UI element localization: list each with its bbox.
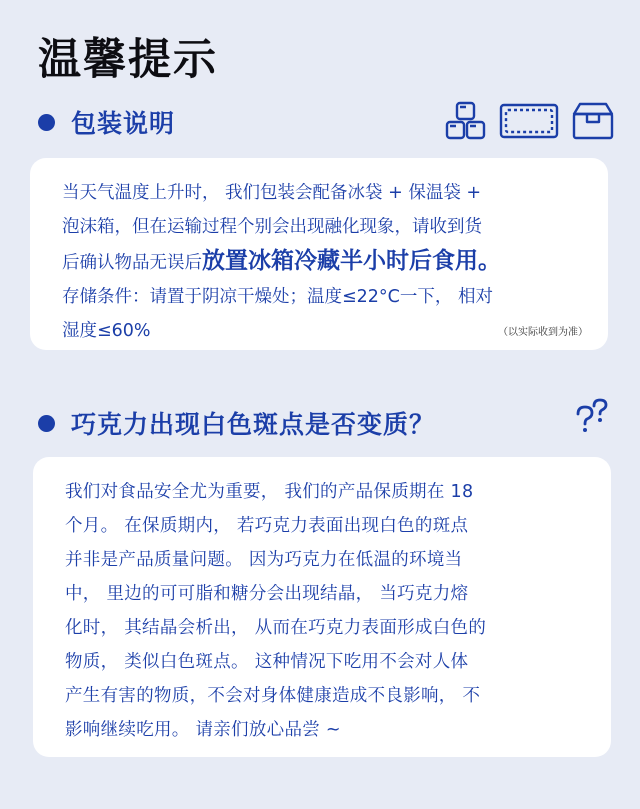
ice-bag-icon — [498, 100, 560, 142]
section-chocolate-title: 巧克力出现白色斑点是否变质？ — [71, 410, 436, 439]
chocolate-line: 个月。 在保质期内， 若巧克力表面出现白色的斑点 — [65, 516, 469, 536]
humidity-line: 湿度≤60% — [62, 321, 151, 341]
section-packaging-header — [38, 104, 175, 140]
bullet-dot — [38, 415, 55, 432]
chocolate-line: 并非是产品质量问题。 因为巧克力在低温的环境当 — [65, 550, 463, 570]
packaging-line-1: 当天气温度上升时， 我们包装会配备冰袋 + 保温袋 + — [62, 183, 482, 203]
packaging-line-2: 泡沫箱，但在运输过程个别会出现融化现象，请收到货 — [62, 217, 482, 237]
chocolate-line: 中， 里边的可可脂和糖分会出现结晶， 当巧克力熔 — [65, 584, 469, 604]
box-icon — [570, 100, 616, 142]
section-packaging-title: 包装说明 — [71, 109, 176, 138]
chocolate-line: 影响继续吃用。 请亲们放心品尝 ~ — [65, 720, 341, 740]
page-title: 温馨提示 — [38, 35, 218, 85]
chocolate-line: 我们对食品安全尤为重要， 我们的产品保质期在 18 — [65, 482, 474, 502]
chocolate-line: 产生有害的物质，不会对身体健康造成不良影响， 不 — [65, 686, 481, 706]
packaging-highlight: 放置冰箱冷藏半小时后食用。 — [202, 248, 501, 274]
chocolate-line: 化时， 其结晶会析出， 从而在巧克力表面形成白色的 — [65, 618, 487, 638]
bullet-dot — [38, 114, 55, 131]
chocolate-line: 物质， 类似白色斑点。 这种情况下吃用不会对人体 — [65, 652, 469, 672]
footnote: （以实际收到为准） — [498, 327, 588, 338]
packaging-icons — [444, 100, 616, 142]
storage-line: 存储条件：请置于阴凉干燥处；温度≤22°C一下， 相对 — [62, 287, 493, 307]
section-chocolate-header — [38, 405, 435, 441]
packaging-line-3 — [62, 244, 588, 280]
packaging-card — [30, 158, 608, 350]
ice-cubes-icon — [444, 100, 488, 142]
packaging-line-3-normal: 后确认物品无误后 — [62, 253, 202, 273]
question-marks-icon — [572, 396, 612, 436]
chocolate-card — [33, 457, 611, 757]
